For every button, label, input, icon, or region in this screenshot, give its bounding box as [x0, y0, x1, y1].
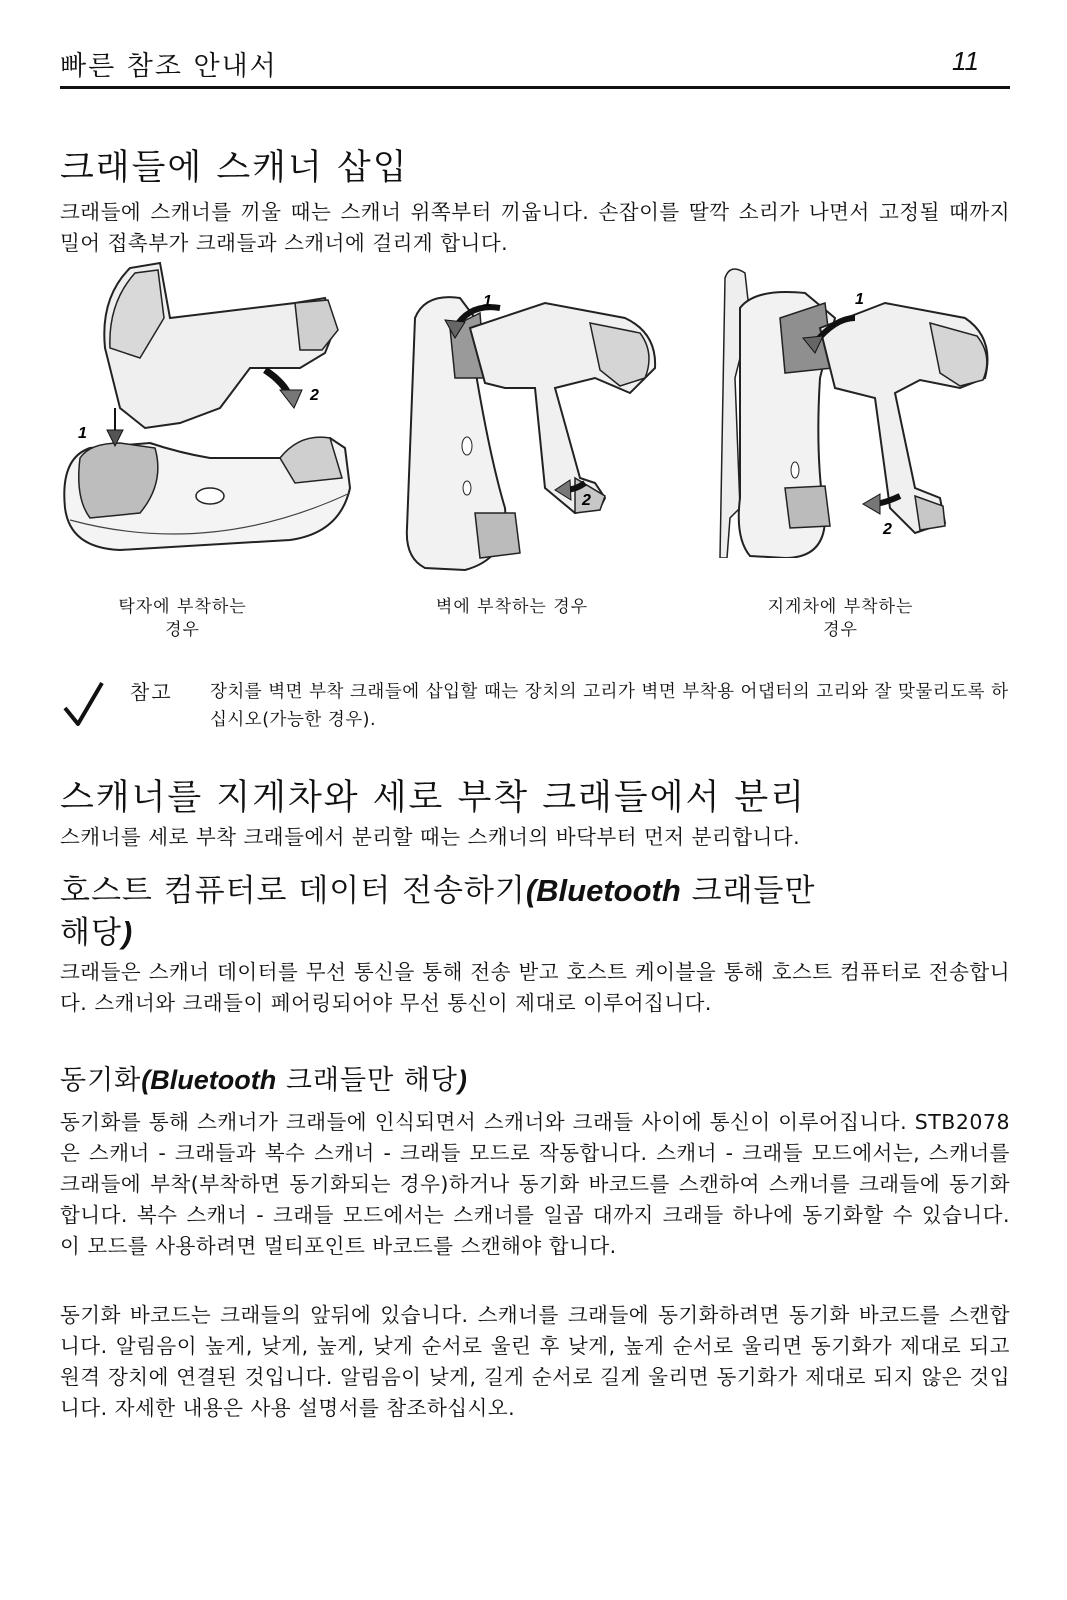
note-label: 참고 — [130, 680, 173, 704]
forklift-step-1-label: 1 — [855, 291, 864, 308]
heading-sync-paren-close: ) — [457, 1065, 467, 1095]
heading-data-transfer-text: 호스트 컴퓨터로 데이터 전송하기 — [60, 873, 526, 909]
forklift-caption-line-1: 지게차에 부착하는 — [767, 597, 914, 617]
wall-step-1-label: 1 — [483, 293, 492, 310]
desk-step-2-label: 2 — [310, 387, 319, 404]
heading-data-transfer-paren-open: ( — [525, 873, 537, 908]
wall-mount-illustration — [395, 258, 685, 578]
heading-data-transfer-line2: 해당 — [60, 915, 122, 951]
paragraph-sync-1: 동기화를 통해 스캐너가 크래들에 인식되면서 스캐너와 크래들 사이에 통신이 이루어집니다. STB2078은 스캐너 - 크래들과 복수 스캐너 - 크래들 모드로 작동합니다. 스캐너 - 크래들 모드에서는, 스캐너를 크래들에 부착(부착하면 동기화되는 경우)하거나 동기화 바코드를 스캔하여 스캐너를 크래들에 동기화합니다. 복수 스캐너 - 크래들 모드에서는 스캐너를 일곱 대까지 크래들 하나에 동기화할 수 있습니다. 이 모드를 사용하려면 멀티포인트 바코드를 스캔해야 합니다. — [60, 1110, 1010, 1258]
paragraph-remove-scanner: 스캐너를 세로 부착 크래들에서 분리할 때는 스캐너의 바닥부터 먼저 분리합니다. — [60, 825, 801, 849]
heading-sync-text: 동기화 — [60, 1065, 142, 1096]
paragraph-insert-scanner: 크래들에 스캐너를 끼울 때는 스캐너 위쪽부터 끼웁니다. 손잡이를 딸깍 소리가 나면서 고정될 때까지 밀어 접촉부가 크래들과 스캐너에 걸리게 합니다. — [60, 200, 1010, 255]
desk-caption-line-1: 탁자에 부착하는 — [118, 597, 247, 617]
desk-mount-caption — [100, 596, 265, 642]
forklift-step-2-label: 2 — [883, 521, 892, 538]
paragraph-data-transfer: 크래들은 스캐너 데이터를 무선 통신을 통해 전송 받고 호스트 케이블을 통해 호스트 컴퓨터로 전송합니다. 스캐너와 크래들이 페어링되어야 무선 통신이 제대로 이루어집니다. — [60, 960, 1010, 1015]
desk-caption-line-2: 경우 — [165, 620, 200, 640]
heading-sync-bluetooth: Bluetooth — [150, 1065, 277, 1095]
forklift-caption-line-2: 경우 — [823, 620, 858, 640]
running-header-title: 빠른 참조 안내서 — [60, 51, 278, 82]
heading-remove-scanner: 스캐너를 지게차와 세로 부착 크래들에서 분리 — [60, 778, 807, 818]
heading-sync-paren-open: ( — [141, 1065, 151, 1095]
note-text: 장치를 벽면 부착 크래들에 삽입할 때는 장치의 고리가 벽면 부착용 어댑터의 고리와 잘 맞물리도록 하십시오(가능한 경우). — [210, 682, 1009, 730]
forklift-mount-illustration — [715, 258, 1005, 558]
desk-step-1-label: 1 — [78, 425, 87, 442]
heading-data-transfer-bluetooth: Bluetooth — [536, 873, 681, 908]
checkmark-icon — [62, 680, 104, 728]
heading-data-transfer — [60, 870, 815, 954]
wall-mount-caption: 벽에 부착하는 경우 — [435, 597, 589, 617]
heading-sync — [60, 1058, 467, 1097]
heading-data-transfer-suffix: 크래들만 — [680, 873, 816, 909]
wall-step-2-label: 2 — [582, 492, 591, 509]
desk-mount-illustration — [60, 258, 360, 558]
forklift-mount-caption — [748, 596, 933, 642]
heading-sync-suffix: 크래들만 해당 — [276, 1065, 458, 1096]
heading-insert-scanner: 크래들에 스캐너 삽입 — [60, 148, 409, 188]
paragraph-sync-2: 동기화 바코드는 크래들의 앞뒤에 있습니다. 스캐너를 크래들에 동기화하려면 동기화 바코드를 스캔합니다. 알림음이 높게, 낮게, 높게, 낮게 순서로 울린 후 낮게, 높게 순서로 울리면 동기화가 제대로 되고 원격 장치에 연결된 것입니다. 알림음이 낮게, 길게 순서로 길게 울리면 동기화가 제대로 되지 않은 것입니다. 자세한 내용은 사용 설명서를 참조하십시오. — [60, 1303, 1010, 1420]
header-rule — [60, 86, 1010, 89]
page-number: 11 — [952, 46, 979, 76]
heading-data-transfer-paren-close: ) — [121, 915, 133, 950]
